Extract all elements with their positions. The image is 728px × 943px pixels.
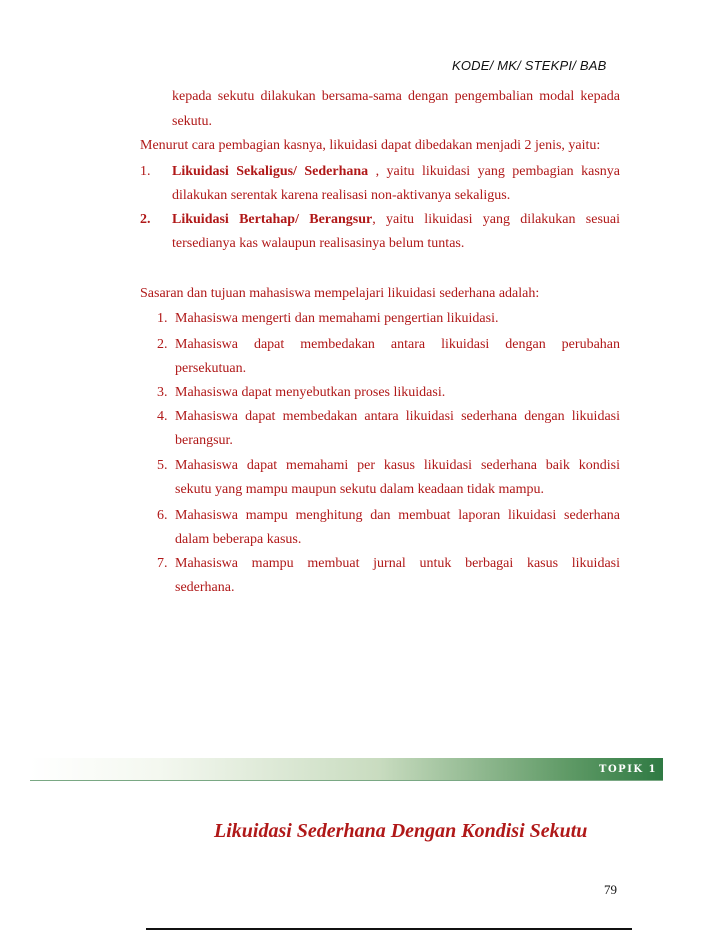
goal-6-line-1: Mahasiswa mampu menghitung dan membuat laporan likuidasi sederhana (175, 508, 620, 523)
goal-2-line-2: persekutuan. (175, 361, 247, 376)
type-2-line-2: tersedianya kas walaupun realisasinya belum tuntas. (172, 236, 465, 251)
goal-4-line-2: berangsur. (175, 433, 233, 448)
goal-2-number: 2. (157, 337, 168, 352)
topic-label: TOPIK 1 (599, 764, 657, 775)
goal-2-line-1: Mahasiswa dapat membedakan antara likuidasi dengan perubahan (175, 337, 620, 352)
type-2-line-1 (172, 211, 620, 229)
type-1-line-1 (172, 163, 620, 181)
goal-5-number: 5. (157, 458, 168, 473)
continuation-line-1: kepada sekutu dilakukan bersama-sama dengan pengembalian modal kepada (172, 89, 620, 104)
goal-1-number: 1. (157, 311, 168, 326)
goals-intro: Sasaran dan tujuan mahasiswa mempelajari likuidasi sederhana adalah: (140, 286, 540, 301)
goal-7-line-1: Mahasiswa mampu membuat jurnal untuk berbagai kasus likuidasi (175, 556, 620, 571)
type-2-term: Likuidasi Bertahap/ Berangsur (172, 212, 373, 227)
type-2-rest: , yaitu likuidasi yang dilakukan sesuai (372, 212, 620, 227)
goal-4-number: 4. (157, 409, 168, 424)
goal-6-line-2: dalam beberapa kasus. (175, 532, 302, 547)
page-number: 79 (604, 882, 617, 897)
goal-7-line-2: sederhana. (175, 580, 235, 595)
topic-banner (30, 758, 663, 780)
topic-banner-rule (30, 780, 663, 781)
continuation-line-2: sekutu. (172, 114, 213, 129)
goal-7-number: 7. (157, 556, 168, 571)
goal-3-number: 3. (157, 385, 168, 400)
goal-5-line-2: sekutu yang mampu maupun sekutu dalam keadaan tidak mampu. (175, 482, 544, 497)
footer-rule (146, 928, 632, 930)
type-2-number: 2. (140, 212, 151, 227)
goal-5-line-1: Mahasiswa dapat memahami per kasus likuidasi sederhana baik kondisi (175, 458, 620, 473)
type-1-rest: , yaitu likuidasi yang pembagian kasnya (368, 164, 620, 179)
goal-4-line-1: Mahasiswa dapat membedakan antara likuidasi sederhana dengan likuidasi (175, 409, 620, 424)
topic-title: Likuidasi Sederhana Dengan Kondisi Sekutu (214, 820, 588, 842)
type-1-number: 1. (140, 164, 151, 179)
type-1-term: Likuidasi Sekaligus/ Sederhana (172, 164, 369, 179)
type-1-line-2: dilakukan serentak karena realisasi non-aktivanya sekaligus. (172, 188, 511, 203)
liquidation-types-intro: Menurut cara pembagian kasnya, likuidasi dapat dibedakan menjadi 2 jenis, yaitu: (140, 138, 601, 153)
goal-1-line-1: Mahasiswa mengerti dan memahami pengertian likuidasi. (175, 311, 499, 326)
goal-3-line-1: Mahasiswa dapat menyebutkan proses likuidasi. (175, 385, 446, 400)
document-code-header: KODE/ MK/ STEKPI/ BAB (452, 58, 607, 73)
goal-6-number: 6. (157, 508, 168, 523)
